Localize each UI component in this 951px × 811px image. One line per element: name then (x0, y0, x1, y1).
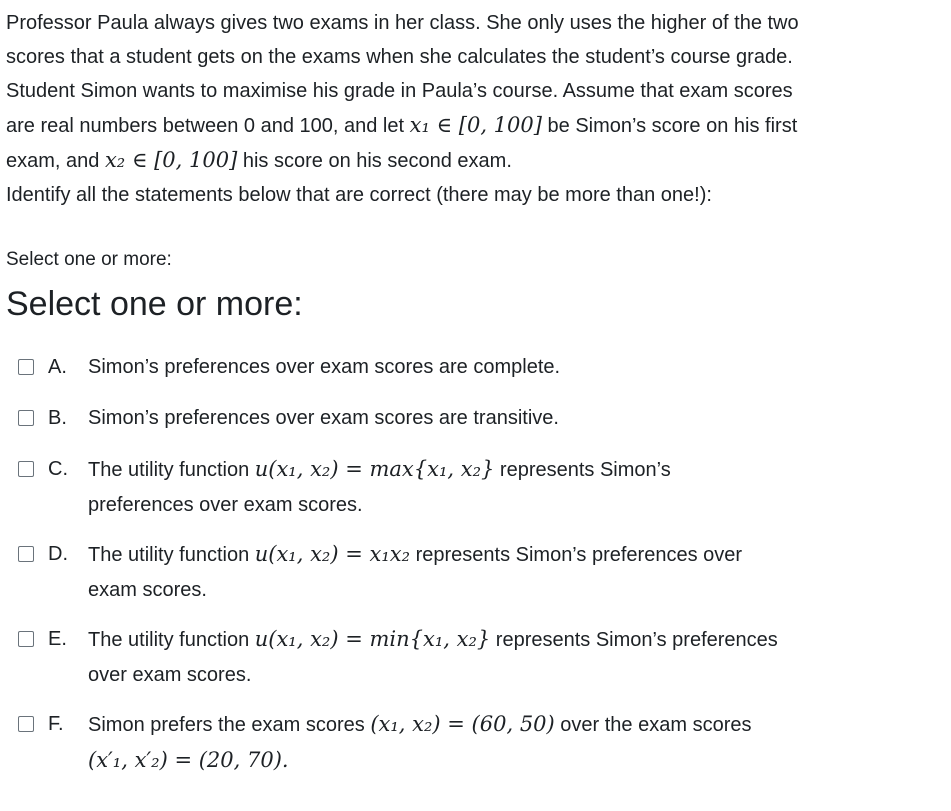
option-c-text[interactable] (88, 452, 928, 523)
option-f-checkbox[interactable] (18, 716, 34, 732)
option-e-checkbox[interactable] (18, 631, 34, 647)
option-d-checkbox[interactable] (18, 546, 34, 562)
question-line-5 (6, 143, 946, 178)
option-d-text[interactable] (88, 537, 928, 608)
question-line-1: Professor Paula always gives two exams in her class. She only uses the higher of the two (6, 12, 799, 34)
option-d-text-b: represents Simon’s preferences over (410, 544, 743, 566)
option-f-text[interactable] (88, 707, 928, 778)
option-f-text-b: over the exam scores (554, 714, 752, 736)
option-e-text[interactable] (88, 622, 928, 693)
question-line-3: Student Simon wants to maximise his grade in Paula’s course. Assume that exam scores (6, 80, 793, 102)
option-f-letter: F. (48, 713, 64, 735)
option-f[interactable] (18, 707, 928, 778)
question-line-6: Identify all the statements below that are correct (there may be more than one!): (6, 184, 712, 206)
option-a[interactable] (18, 350, 928, 385)
select-prompt-large: Select one or more: (6, 285, 303, 323)
option-e-letter: E. (48, 628, 67, 650)
question-math-x2-domain: x₂ ∈ [0, 100] (104, 148, 238, 172)
question-line-5-text-a: exam, and (6, 150, 105, 172)
option-e[interactable] (18, 622, 928, 693)
question-line-4-text-a: are real numbers between 0 and 100, and let (6, 115, 410, 137)
question-line-4 (6, 108, 946, 143)
option-d-math-product: u(x₁, x₂) = x₁x₂ (254, 542, 411, 566)
option-c-math-max: u(x₁, x₂) = max{x₁, x₂} (254, 457, 495, 481)
option-d-line-2: exam scores. (88, 579, 207, 601)
option-f-math-scores-2: (x′₁, x′₂) = (20, 70). (88, 748, 289, 772)
option-e-text-b: represents Simon’s preferences (490, 629, 778, 651)
option-f-text-a: Simon prefers the exam scores (88, 714, 371, 736)
option-c[interactable] (18, 452, 928, 523)
option-a-text[interactable] (88, 350, 928, 385)
option-a-letter: A. (48, 356, 67, 378)
option-e-text-a: The utility function (88, 629, 255, 651)
option-d-text-a: The utility function (88, 544, 255, 566)
option-c-checkbox[interactable] (18, 461, 34, 477)
option-f-math-scores-1: (x₁, x₂) = (60, 50) (370, 712, 555, 736)
question-line-4-text-b: be Simon’s score on his first (541, 115, 798, 137)
question-line-5-text-b: his score on his second exam. (237, 150, 512, 172)
option-d-letter: D. (48, 543, 68, 565)
option-d[interactable] (18, 537, 928, 608)
option-e-line-2: over exam scores. (88, 664, 252, 686)
question-text (6, 6, 946, 212)
select-prompt-small: Select one or more: (6, 249, 172, 270)
option-c-line-2: preferences over exam scores. (88, 494, 363, 516)
option-a-text-a: Simon’s preferences over exam scores are complete. (88, 356, 561, 378)
option-b-letter: B. (48, 407, 67, 429)
option-b-checkbox[interactable] (18, 410, 34, 426)
option-c-text-b: represents Simon’s (494, 459, 671, 481)
option-a-checkbox[interactable] (18, 359, 34, 375)
option-e-math-min: u(x₁, x₂) = min{x₁, x₂} (254, 627, 491, 651)
question-math-x1-domain: x₁ ∈ [0, 100] (409, 113, 542, 137)
question-line-2: scores that a student gets on the exams when she calculates the student’s course grade. (6, 46, 793, 68)
option-c-letter: C. (48, 458, 68, 480)
option-b-text-a: Simon’s preferences over exam scores are transitive. (88, 407, 559, 429)
option-c-text-a: The utility function (88, 459, 255, 481)
option-b[interactable] (18, 401, 928, 436)
option-b-text[interactable] (88, 401, 928, 436)
